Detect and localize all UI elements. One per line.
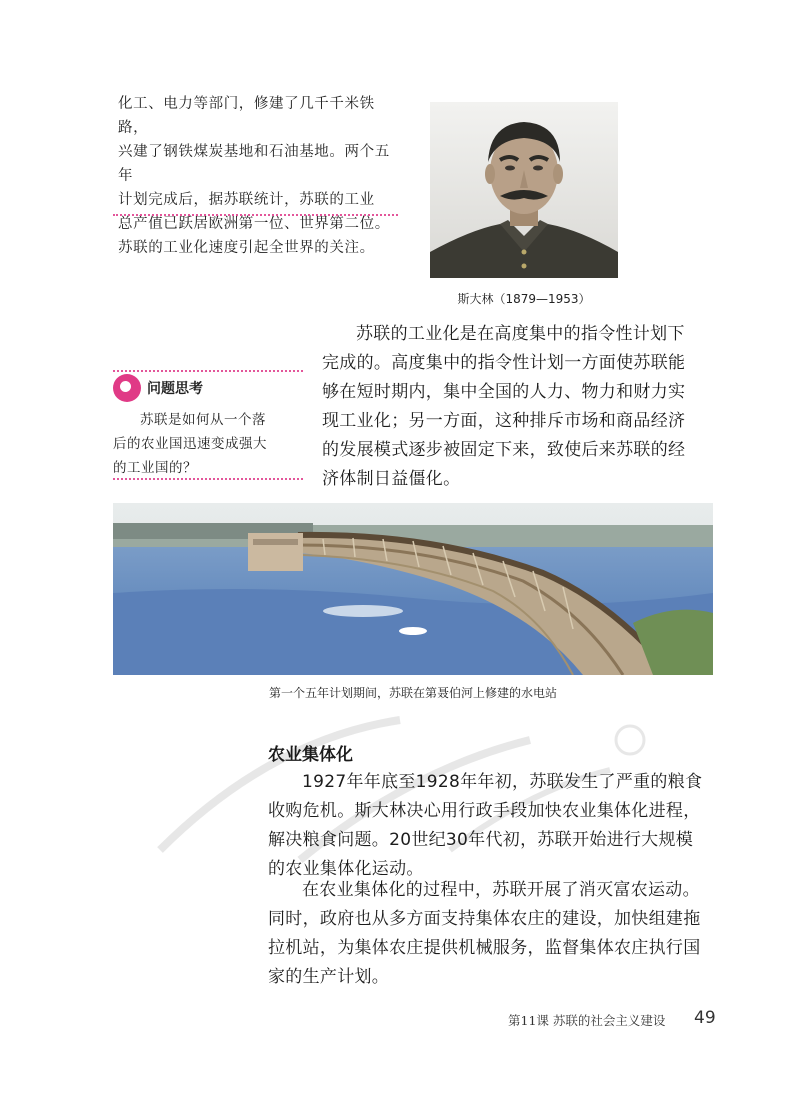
note-line: 总产值已跃居欧洲第一位、世界第二位。 xyxy=(118,216,390,232)
paragraph-line: 1927年年底至1928年年初，苏联发生了严重的粮食 xyxy=(302,772,703,792)
paragraph-line: 完成的。高度集中的指令性计划一方面使苏联能 xyxy=(322,353,686,373)
paragraph-line: 在农业集体化的过程中，苏联开展了消灭富农运动。 xyxy=(302,880,700,900)
question-bubble-icon xyxy=(113,374,141,402)
paragraph-line: 同时，政府也从多方面支持集体农庄的建设，加快组建拖 xyxy=(268,909,701,929)
paragraph-line: 收购危机。斯大林决心用行政手段加快农业集体化进程， xyxy=(268,801,701,821)
dam-photo xyxy=(113,503,713,675)
side-note-text xyxy=(118,92,400,260)
note-line: 兴建了钢铁煤炭基地和石油基地。两个五年 xyxy=(118,144,390,184)
paragraph-line: 家的生产计划。 xyxy=(268,967,390,987)
question-top-divider xyxy=(113,370,303,372)
paragraph-line: 济体制日益僵化。 xyxy=(322,469,461,489)
paragraph-line: 现工业化；另一方面，这种排斥市场和商品经济 xyxy=(322,411,686,431)
question-text xyxy=(113,408,303,480)
section-paragraph-2 xyxy=(268,876,728,992)
portrait-caption: 斯大林（1879—1953） xyxy=(457,292,591,306)
question-line: 苏联是如何从一个落 xyxy=(140,412,266,428)
question-bottom-divider xyxy=(113,478,303,480)
paragraph-line: 够在短时期内，集中全国的人力、物力和财力实 xyxy=(322,382,686,402)
paragraph-line: 拉机站，为集体农庄提供机械服务，监督集体农庄执行国 xyxy=(268,938,701,958)
paragraph-line: 苏联的工业化是在高度集中的指令性计划下 xyxy=(356,324,685,344)
note-line: 计划完成后，据苏联统计，苏联的工业 xyxy=(118,192,375,208)
question-title: 问题思考 xyxy=(147,381,203,397)
main-paragraph xyxy=(322,320,722,494)
lesson-footer: 第11课 苏联的社会主义建设 xyxy=(508,1013,666,1028)
note-line: 苏联的工业化速度引起全世界的关注。 xyxy=(118,240,375,256)
section-paragraph-1 xyxy=(268,768,728,884)
question-line: 后的农业国迅速变成强大 xyxy=(113,436,267,452)
note-divider xyxy=(113,214,398,216)
section-heading: 农业集体化 xyxy=(268,745,353,765)
page-number: 49 xyxy=(694,1008,716,1028)
note-line: 化工、电力等部门，修建了几千千米铁路， xyxy=(118,96,375,136)
paragraph-line: 的发展模式逐步被固定下来，致使后来苏联的经 xyxy=(322,440,686,460)
question-line: 的工业国的？ xyxy=(113,460,197,476)
stalin-portrait xyxy=(430,102,618,278)
paragraph-line: 的农业集体化运动。 xyxy=(268,859,424,879)
paragraph-line: 解决粮食问题。20世纪30年代初，苏联开始进行大规模 xyxy=(268,830,694,850)
dam-photo-caption: 第一个五年计划期间，苏联在第聂伯河上修建的水电站 xyxy=(268,686,557,700)
